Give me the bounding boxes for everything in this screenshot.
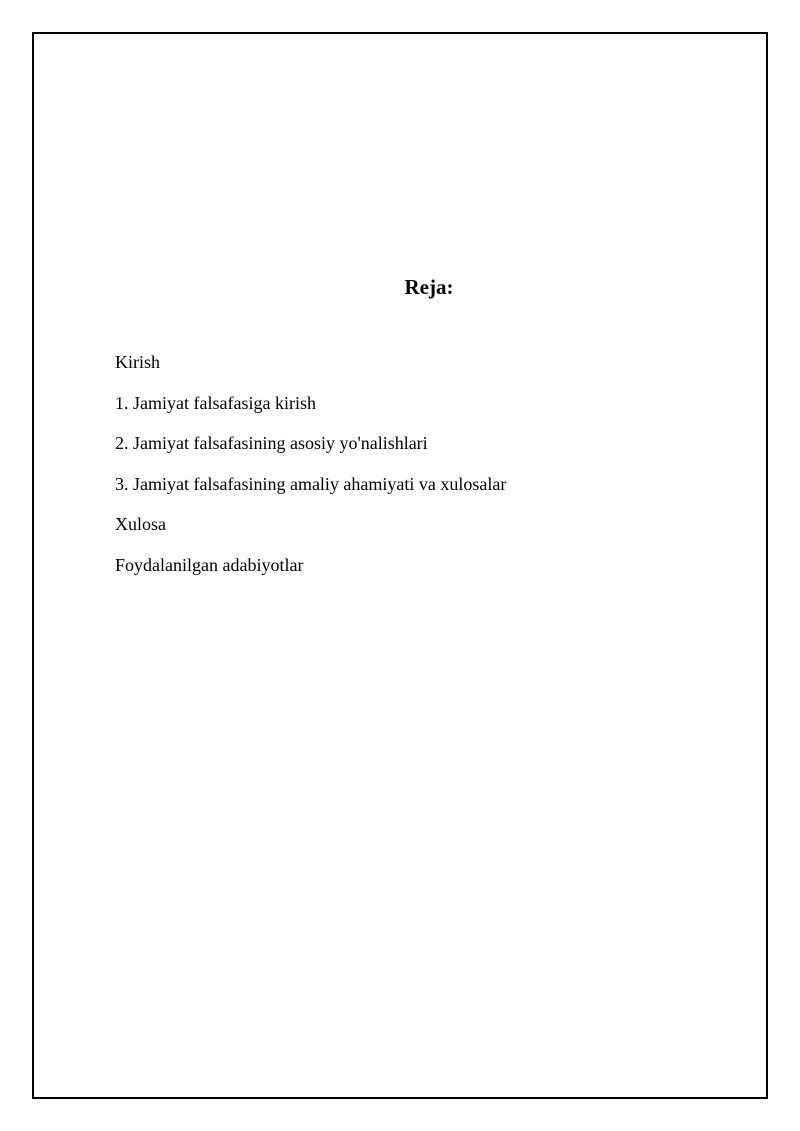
plan-list — [115, 349, 506, 592]
plan-item-section-2: 2. Jamiyat falsafasining asosiy yo'nalishlari — [115, 433, 428, 453]
plan-item-section-3: 3. Jamiyat falsafasining amaliy ahamiyati va xulosalar — [115, 473, 507, 494]
page-title: Reja: — [404, 275, 454, 299]
plan-item-conclusion: Xulosa — [115, 514, 166, 534]
plan-item-introduction: Kirish — [115, 352, 160, 372]
plan-item-section-1: 1. Jamiyat falsafasiga kirish — [115, 392, 316, 413]
plan-item-references: Foydalanilgan adabiyotlar — [115, 554, 304, 575]
